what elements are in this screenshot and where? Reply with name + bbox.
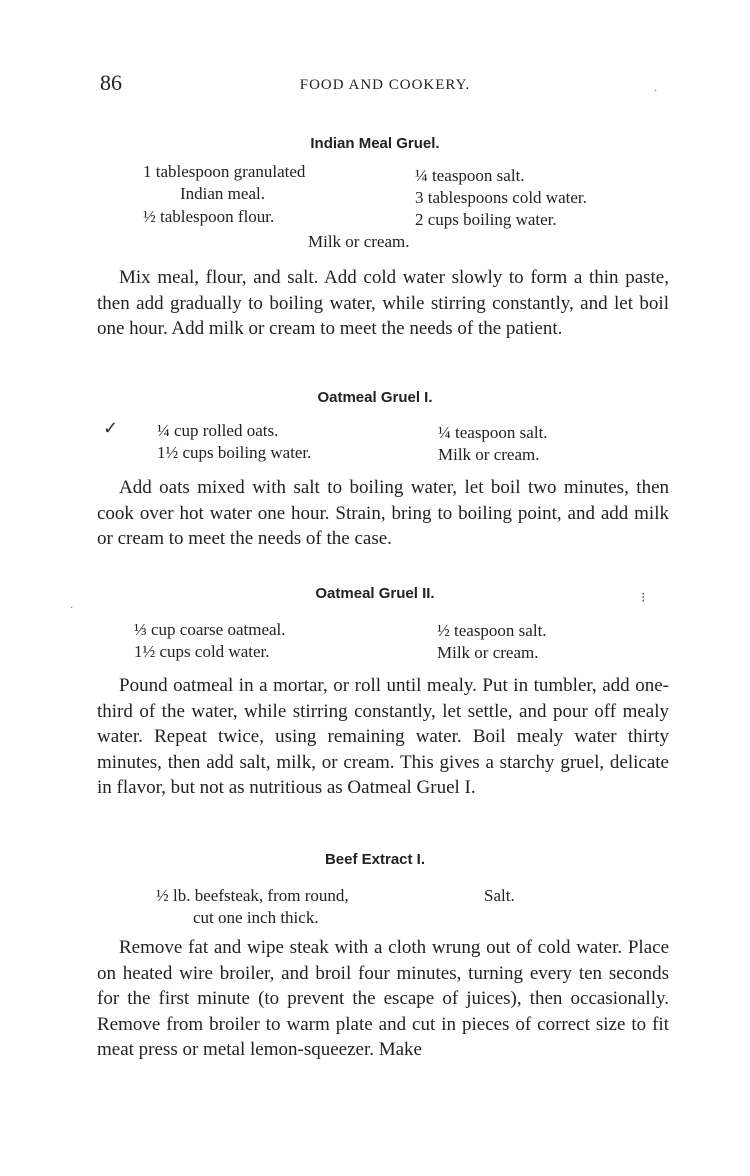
ingredient: ⅓ cup coarse oatmeal. <box>134 620 286 639</box>
ingredient: ½ teaspoon salt. <box>437 621 547 640</box>
stray-dot: · <box>654 86 658 97</box>
recipe-text: Mix meal, flour, and salt. Add cold water slowly to form a thin paste, then add gradually to boiling water, while stirring constantly, and let boil one hour. Add milk or cream to meet the needs of the patient. <box>97 267 669 339</box>
stray-dot: · <box>70 603 74 614</box>
ingredient: 1½ cups cold water. <box>134 642 270 661</box>
check-mark: ✓ <box>103 418 119 438</box>
recipe-title: Beef Extract I. <box>324 851 426 868</box>
ingredient: 3 tablespoons cold water. <box>415 188 587 207</box>
ingredient: Salt. <box>484 886 515 905</box>
ingredient: Indian meal. <box>180 184 265 203</box>
recipe-text: Add oats mixed with salt to boiling water, let boil two minutes, then cook over hot water one hour. Strain, bring to boiling point, and add milk or cream to meet the needs of the case. <box>97 477 669 549</box>
recipe-title: Oatmeal Gruel I. <box>317 389 433 406</box>
ingredient: Milk or cream. <box>437 643 539 662</box>
ingredient: ½ lb. beefsteak, from round, <box>156 886 349 905</box>
ingredient: 1½ cups boiling water. <box>157 443 312 462</box>
running-head: FOOD AND COOKERY. <box>299 77 471 93</box>
ingredient: ¼ teaspoon salt. <box>438 423 548 442</box>
ingredient: 1 tablespoon granulated <box>143 162 306 181</box>
ingredient: Milk or cream. <box>438 445 540 464</box>
ingredient: Milk or cream. <box>308 232 410 251</box>
recipe-text: Remove fat and wipe steak with a cloth wrung out of cold water. Place on heated wire broiler, and broil four minutes, turning every ten seconds for the first minute (to prevent the escape of juices), then occasionally. Remove from broiler to warm plate and cut in pieces of correct size to fit meat press or metal lemon-squeezer. Make <box>97 937 669 1060</box>
ingredient: 2 cups boiling water. <box>415 210 557 229</box>
recipe-text: Pound oatmeal in a mortar, or roll until mealy. Put in tumbler, add one-third of the water, while stirring constantly, let settle, and pour off mealy water. Repeat twice, using remaining water. Boil mealy water thirty minutes, then add salt, milk, or cream. This gives a starchy gruel, delicate in flavor, but not as nutritious as Oatmeal Gruel I. <box>97 675 669 798</box>
ingredient: ½ tablespoon flour. <box>143 207 275 226</box>
ingredient: ¼ cup rolled oats. <box>157 421 279 440</box>
ingredient: ¼ teaspoon salt. <box>415 166 525 185</box>
stray-mark: ⁝ <box>641 591 646 606</box>
recipe-title: Indian Meal Gruel. <box>310 135 440 152</box>
recipe-title: Oatmeal Gruel II. <box>315 585 435 602</box>
ingredient: cut one inch thick. <box>193 908 319 927</box>
page-number: 86 <box>100 70 122 95</box>
